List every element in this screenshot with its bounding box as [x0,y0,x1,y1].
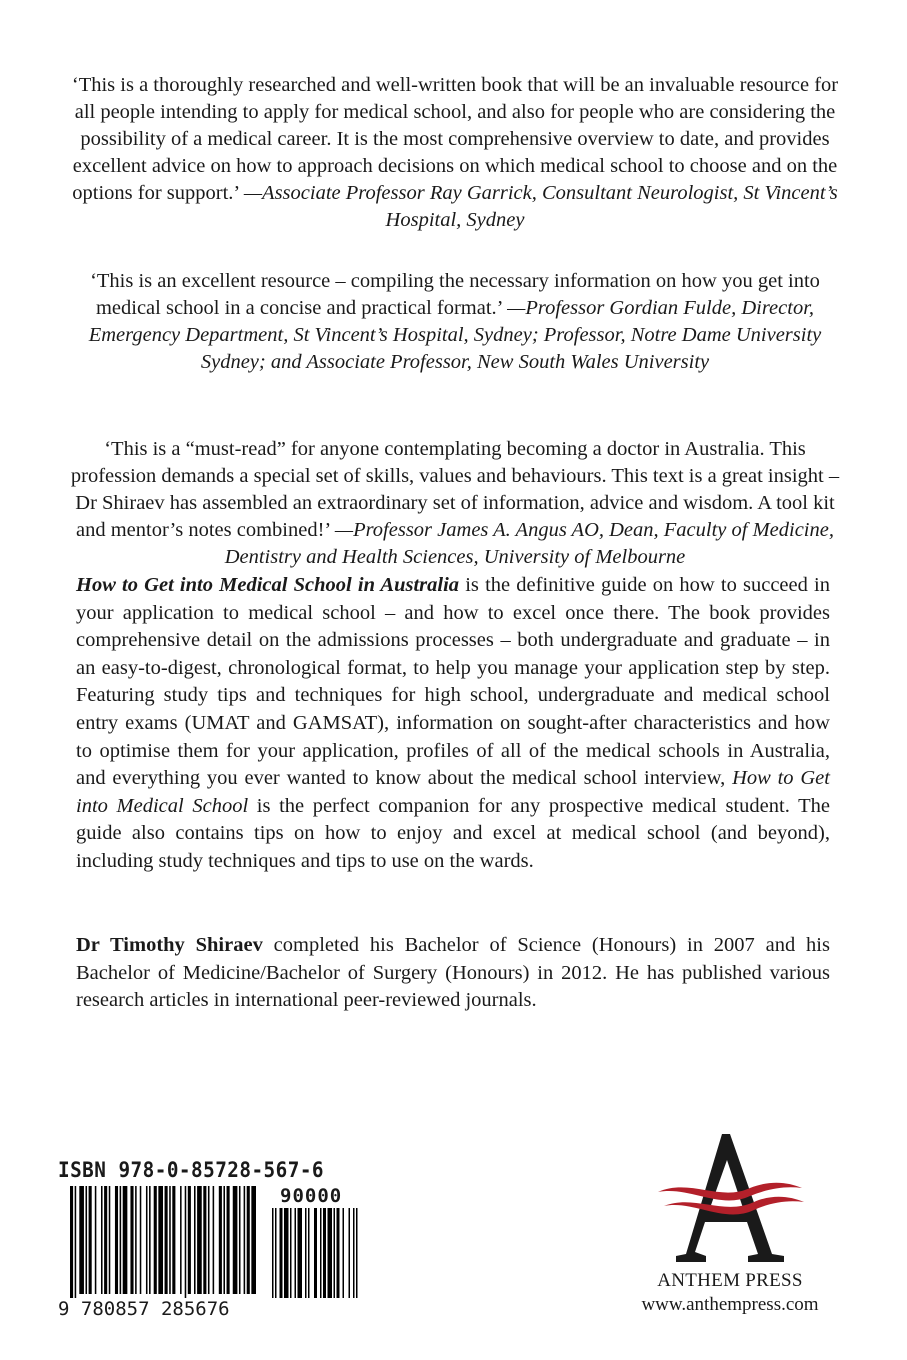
barcode-bar [104,1186,107,1294]
barcode-bar [223,1186,225,1294]
book-description [76,572,830,876]
barcode-bar [169,1186,171,1294]
author-bio [76,932,830,1015]
barcode-addon-bar [290,1208,292,1298]
quote-attribution: —Associate Professor Ray Garrick, Consultant Neurologist, St Vincent’s Hospital, Sydney [243,182,838,231]
barcode-addon-bar [305,1208,307,1298]
author-name: Dr Timothy Shiraev [76,934,263,956]
barcode-bar [197,1186,202,1294]
barcode-bar [70,1186,73,1298]
barcode-bar [158,1186,163,1294]
endorsement-quote-1 [70,72,840,234]
barcode-bar [120,1186,122,1294]
barcode-bar [75,1186,77,1298]
quote-attribution: —Professor James A. Angus AO, Dean, Faculty of Medicine, Dentistry and Health Sciences, University of Melbourne [224,519,834,568]
barcode-addon-bar [284,1208,289,1298]
description-text-1: is the definitive guide on how to succeed in your application to medical school – and how to excel once there. The book provides comprehensive detail on the admissions processes – both undergraduate and graduate – in an easy-to-digest, chronological format, to help you manage your application step by step. Featuring study tips and techniques for high school, undergraduate and medical school entry exams (UMAT and GAMSAT), information on sought-after characteristics and how to optimise them for your application, profiles of all of the medical schools in Australia, and everything you ever wanted to know about the medical school interview, [76,574,830,790]
barcode-bar [251,1186,256,1294]
barcode-bar [140,1186,142,1294]
barcode-digits: 9 780857 285676 [58,1298,230,1320]
anthem-logo-icon [650,1130,810,1270]
book-short-title: How to Get into Medical School [76,767,830,817]
barcode-bar [101,1186,103,1294]
quote-text: ‘This is a “must-read” for anyone contemplating becoming a doctor in Australia. This profession demands a special set of skills, values and behaviours. This text is a great insight – Dr Shiraev has assembled an extraordinary set of information, advice and wisdom. A tool kit and mentor’s notes combined!’ [70,438,840,541]
barcode-addon-bar [298,1208,303,1298]
endorsement-quote-2 [70,268,840,376]
barcode-bar [130,1186,133,1294]
barcode-bar [146,1186,148,1294]
barcode-addon-bar [323,1208,326,1298]
barcode-addon-bar [280,1208,283,1298]
barcode-addon-bar [295,1208,297,1298]
barcode-addon-bar [275,1208,277,1298]
barcode-bar [227,1186,230,1294]
barcode-bar [185,1186,187,1298]
quote-text: ‘This is an excellent resource – compiling the necessary information on how you get into medical school in a concise and practical format.’ [90,270,820,319]
barcode-addon-bar [308,1208,310,1298]
barcode-bar [79,1186,84,1294]
author-bio-text: completed his Bachelor of Science (Honours) in 2007 and his Bachelor of Medicine/Bachelor of Surgery (Honours) in 2012. He has published various research articles in international peer-reviewed journals. [76,934,830,1012]
barcode-addon-bar [334,1208,336,1298]
barcode-addon-bar [328,1208,333,1298]
barcode-bar [203,1186,206,1294]
book-title: How to Get into Medical School in Australia [76,574,460,596]
barcode-bar [154,1186,157,1294]
barcode-bar [123,1186,128,1294]
barcode-bar [233,1186,238,1294]
barcode-bar [95,1186,97,1294]
barcode-addon-bar [320,1208,322,1298]
barcode-bar [194,1186,196,1294]
barcode-bar [172,1186,175,1294]
barcode-addon-bar [356,1208,358,1298]
quote-text: ‘This is a thoroughly researched and well-written book that will be an invaluable resource for all people intending to apply for medical school, and also for people who are considering the possibility of a medical career. It is the most comprehensive overview to date, and provides excellent advice on how to approach decisions on which medical school to choose and on the options for support.’ [71,74,839,204]
isbn-label: ISBN 978-0-85728-567-6 [58,1158,325,1182]
barcode-addon-bar [343,1208,345,1298]
publisher-block [620,1130,840,1330]
barcode-addon-digits: 90000 [280,1185,343,1207]
endorsement-quote-3 [70,436,840,571]
barcode-bar [180,1186,182,1294]
barcode-bar [89,1186,92,1294]
barcode-addon-bar [272,1208,274,1298]
barcode-addon-bar [314,1208,317,1298]
barcode-bar [86,1186,88,1294]
publisher-url: www.anthempress.com [641,1294,819,1315]
barcode-bar [165,1186,168,1294]
barcode-addon-bar [349,1208,351,1298]
barcode-addon-bar [337,1208,340,1298]
barcode-bar [247,1186,250,1294]
barcode-bar [109,1186,111,1294]
barcode-bar [213,1186,215,1294]
barcode-bar [135,1186,137,1294]
barcode-bar [188,1186,191,1294]
isbn-barcode [58,1158,368,1338]
barcode-bar [149,1186,151,1294]
barcode-bar [239,1186,241,1294]
publisher-name: ANTHEM PRESS [657,1270,803,1291]
barcode-bar [219,1186,222,1294]
quote-attribution: —Professor Gordian Fulde, Director, Emergency Department, St Vincent’s Hospital, Sydney; Professor, Notre Dame University Sydney; and Associate Professor, New South Wales University [88,297,822,373]
description-text-2: is the perfect companion for any prospective medical student. The guide also contains tips on how to enjoy and excel at medical school (and beyond), including study techniques and tips to use on the wards. [76,794,830,872]
barcode-addon-bar [353,1208,355,1298]
barcode-bar [208,1186,210,1294]
barcode-bar [244,1186,246,1294]
barcode-bar [115,1186,118,1294]
